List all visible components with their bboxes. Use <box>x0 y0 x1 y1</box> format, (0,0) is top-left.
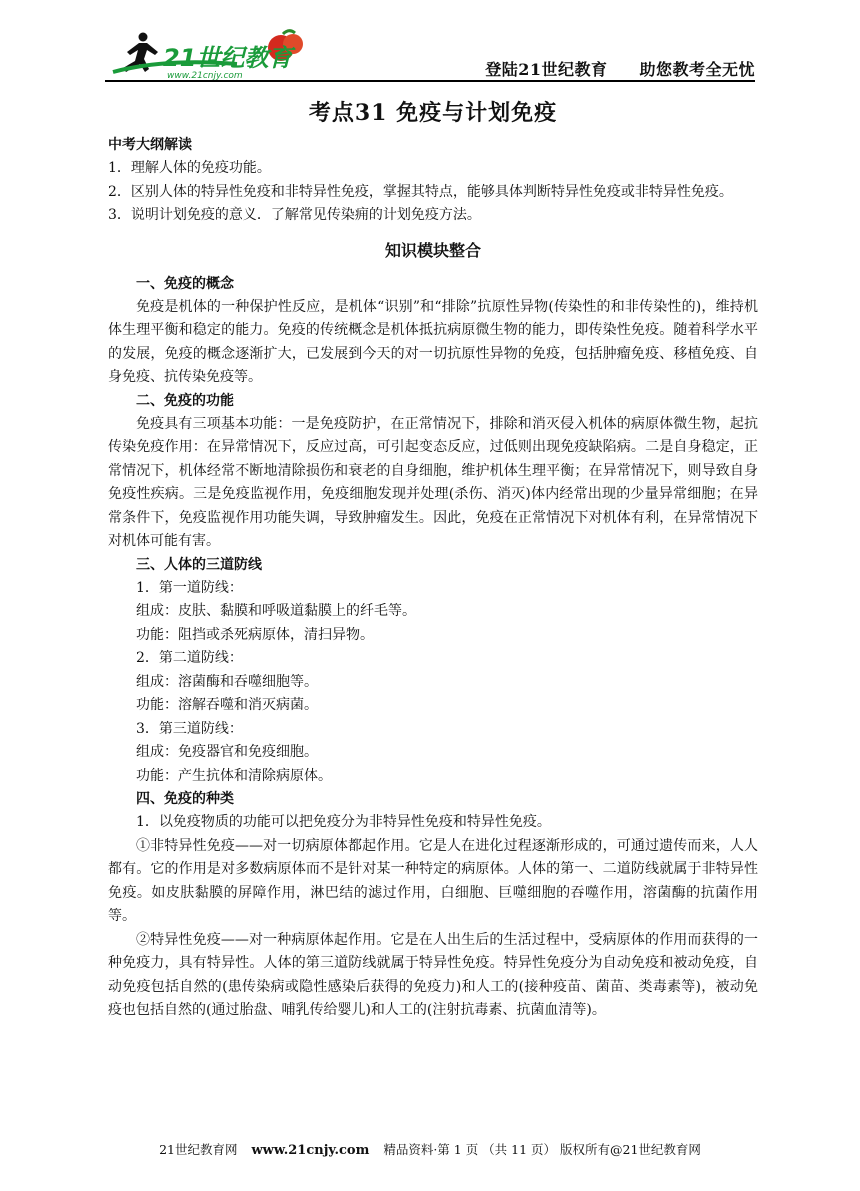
defense-line: 组成：溶菌酶和吞噬细胞等。 <box>136 673 318 690</box>
header-slogan <box>485 57 755 80</box>
defense-line: 1．第一道防线： <box>136 579 243 596</box>
section-heading: 二、免疫的功能 <box>136 392 234 409</box>
section-paragraph: ①非特异性免疫——对一切病原体都起作用。它是人在进化过程逐渐形成的，可通过遗传而来，人人都有。它的作用是对多数病原体而不是针对某一种特定的病原体。人体的第一、二道防线就属于非特异性免疫。如皮肤黏膜的屏障作用，淋巴结的滤过作用，白细胞、巨噬细胞的吞噬作用，溶菌酶的抗菌作用等。 <box>108 837 758 924</box>
outline-item: 2．区别人体的特异性免疫和非特异性免疫，掌握其特点，能够具体判断特异性免疫或非特异性免疫。 <box>108 183 733 200</box>
slogan-tagline: 助您教考全无忧 <box>639 60 755 79</box>
footer-page-info: 精品资料·第 1 页 （共 11 页） 版权所有@21世纪教育网 <box>383 1142 701 1157</box>
page-title: 考点31 免疫与计划免疫 <box>308 100 558 126</box>
section-immunity-types <box>108 788 758 1023</box>
outline-item: 1．理解人体的免疫功能。 <box>108 160 271 176</box>
logo <box>105 28 405 80</box>
header-divider <box>105 80 755 82</box>
module-title: 知识模块整合 <box>384 240 481 260</box>
section-heading: 一、免疫的概念 <box>136 275 234 292</box>
defense-line: 功能：溶解吞噬和消灭病菌。 <box>136 697 318 713</box>
section-defense-lines <box>108 554 758 789</box>
defense-line: 组成：免疫器官和免疫细胞。 <box>136 744 318 760</box>
document-body <box>108 96 758 1023</box>
svg-text:21世纪教育: 21世纪教育 <box>163 44 293 72</box>
section-paragraph: 免疫是机体的一种保护性反应，是机体“识别”和“排除”抗原性异物(传染性的和非传染性的)，维持机体生理平衡和稳定的能力。免疫的传统概念是机体抵抗病原微生物的能力，即传染性免疫。随着科学水平的发展，免疫的概念逐渐扩大，已发展到今天的对一切抗原性异物的免疫，包括肿瘤免疫、移植免疫、自身免疫、抗传染免疫等。 <box>108 298 758 385</box>
footer-site-link[interactable]: www.21cnjy.com <box>251 1143 370 1158</box>
section-heading: 三、人体的三道防线 <box>136 556 262 573</box>
section-paragraph: 免疫具有三项基本功能：一是免疫防护，在正常情况下，排除和消灭侵入机体的病原体微生物，起抗传染免疫作用：在异常情况下，反应过高，可引起变态反应，过低则出现免疫缺陷病。二是自身稳定，正常情况下，机体经常不断地清除损伤和衰老的自身细胞，维护机体生理平衡；在异常情况下，则导致自身免疫性疾病。三是免疫监视作用，免疫细胞发现并处理(杀伤、消灭)体内经常出现的少量异常细胞；在异常条件下，免疫监视作用功能失调，导致肿瘤发生。因此，免疫在正常情况下对机体有利，在异常情况下对机体可能有害。 <box>108 415 758 549</box>
section-function <box>108 390 758 554</box>
section-paragraph: ②特异性免疫——对一种病原体起作用。它是在人出生后的生活过程中，受病原体的作用而获得的一种免疫力，具有特异性。人体的第三道防线就属于特异性免疫。特异性免疫分为自动免疫和被动免疫，自动免疫包括自然的(患传染病或隐性感染后获得的免疫力)和人工的(接种疫苗、菌苗、类毒素等)，被动免疫也包括自然的(通过胎盘、哺乳传给婴儿)和人工的(注射抗毒素、抗菌血清等)。 <box>108 931 758 1018</box>
page-footer <box>0 1140 860 1158</box>
defense-line: 功能：阻挡或杀死病原体，清扫异物。 <box>136 626 374 643</box>
svg-text:www.21cnjy.com: www.21cnjy.com <box>167 71 243 80</box>
section-heading: 四、免疫的种类 <box>136 791 234 807</box>
defense-line: 功能：产生抗体和清除病原体。 <box>136 767 332 784</box>
defense-line: 2．第二道防线： <box>136 650 243 666</box>
defense-line: 组成：皮肤、黏膜和呼吸道黏膜上的纤毛等。 <box>136 603 416 619</box>
section-concept <box>108 273 758 390</box>
section-paragraph: 1．以免疫物质的功能可以把免疫分为非特异性免疫和特异性免疫。 <box>136 814 551 830</box>
defense-line: 3．第三道防线： <box>136 720 243 737</box>
page-header <box>105 28 755 84</box>
slogan-login: 登陆21世纪教育 <box>485 60 608 79</box>
outline-heading: 中考大纲解读 <box>108 137 192 153</box>
footer-site-name: 21世纪教育网 <box>159 1142 238 1157</box>
outline-item: 3．说明计划免疫的意义．了解常见传染痈的计划免疫方法。 <box>108 207 481 223</box>
outline-section <box>108 134 758 228</box>
